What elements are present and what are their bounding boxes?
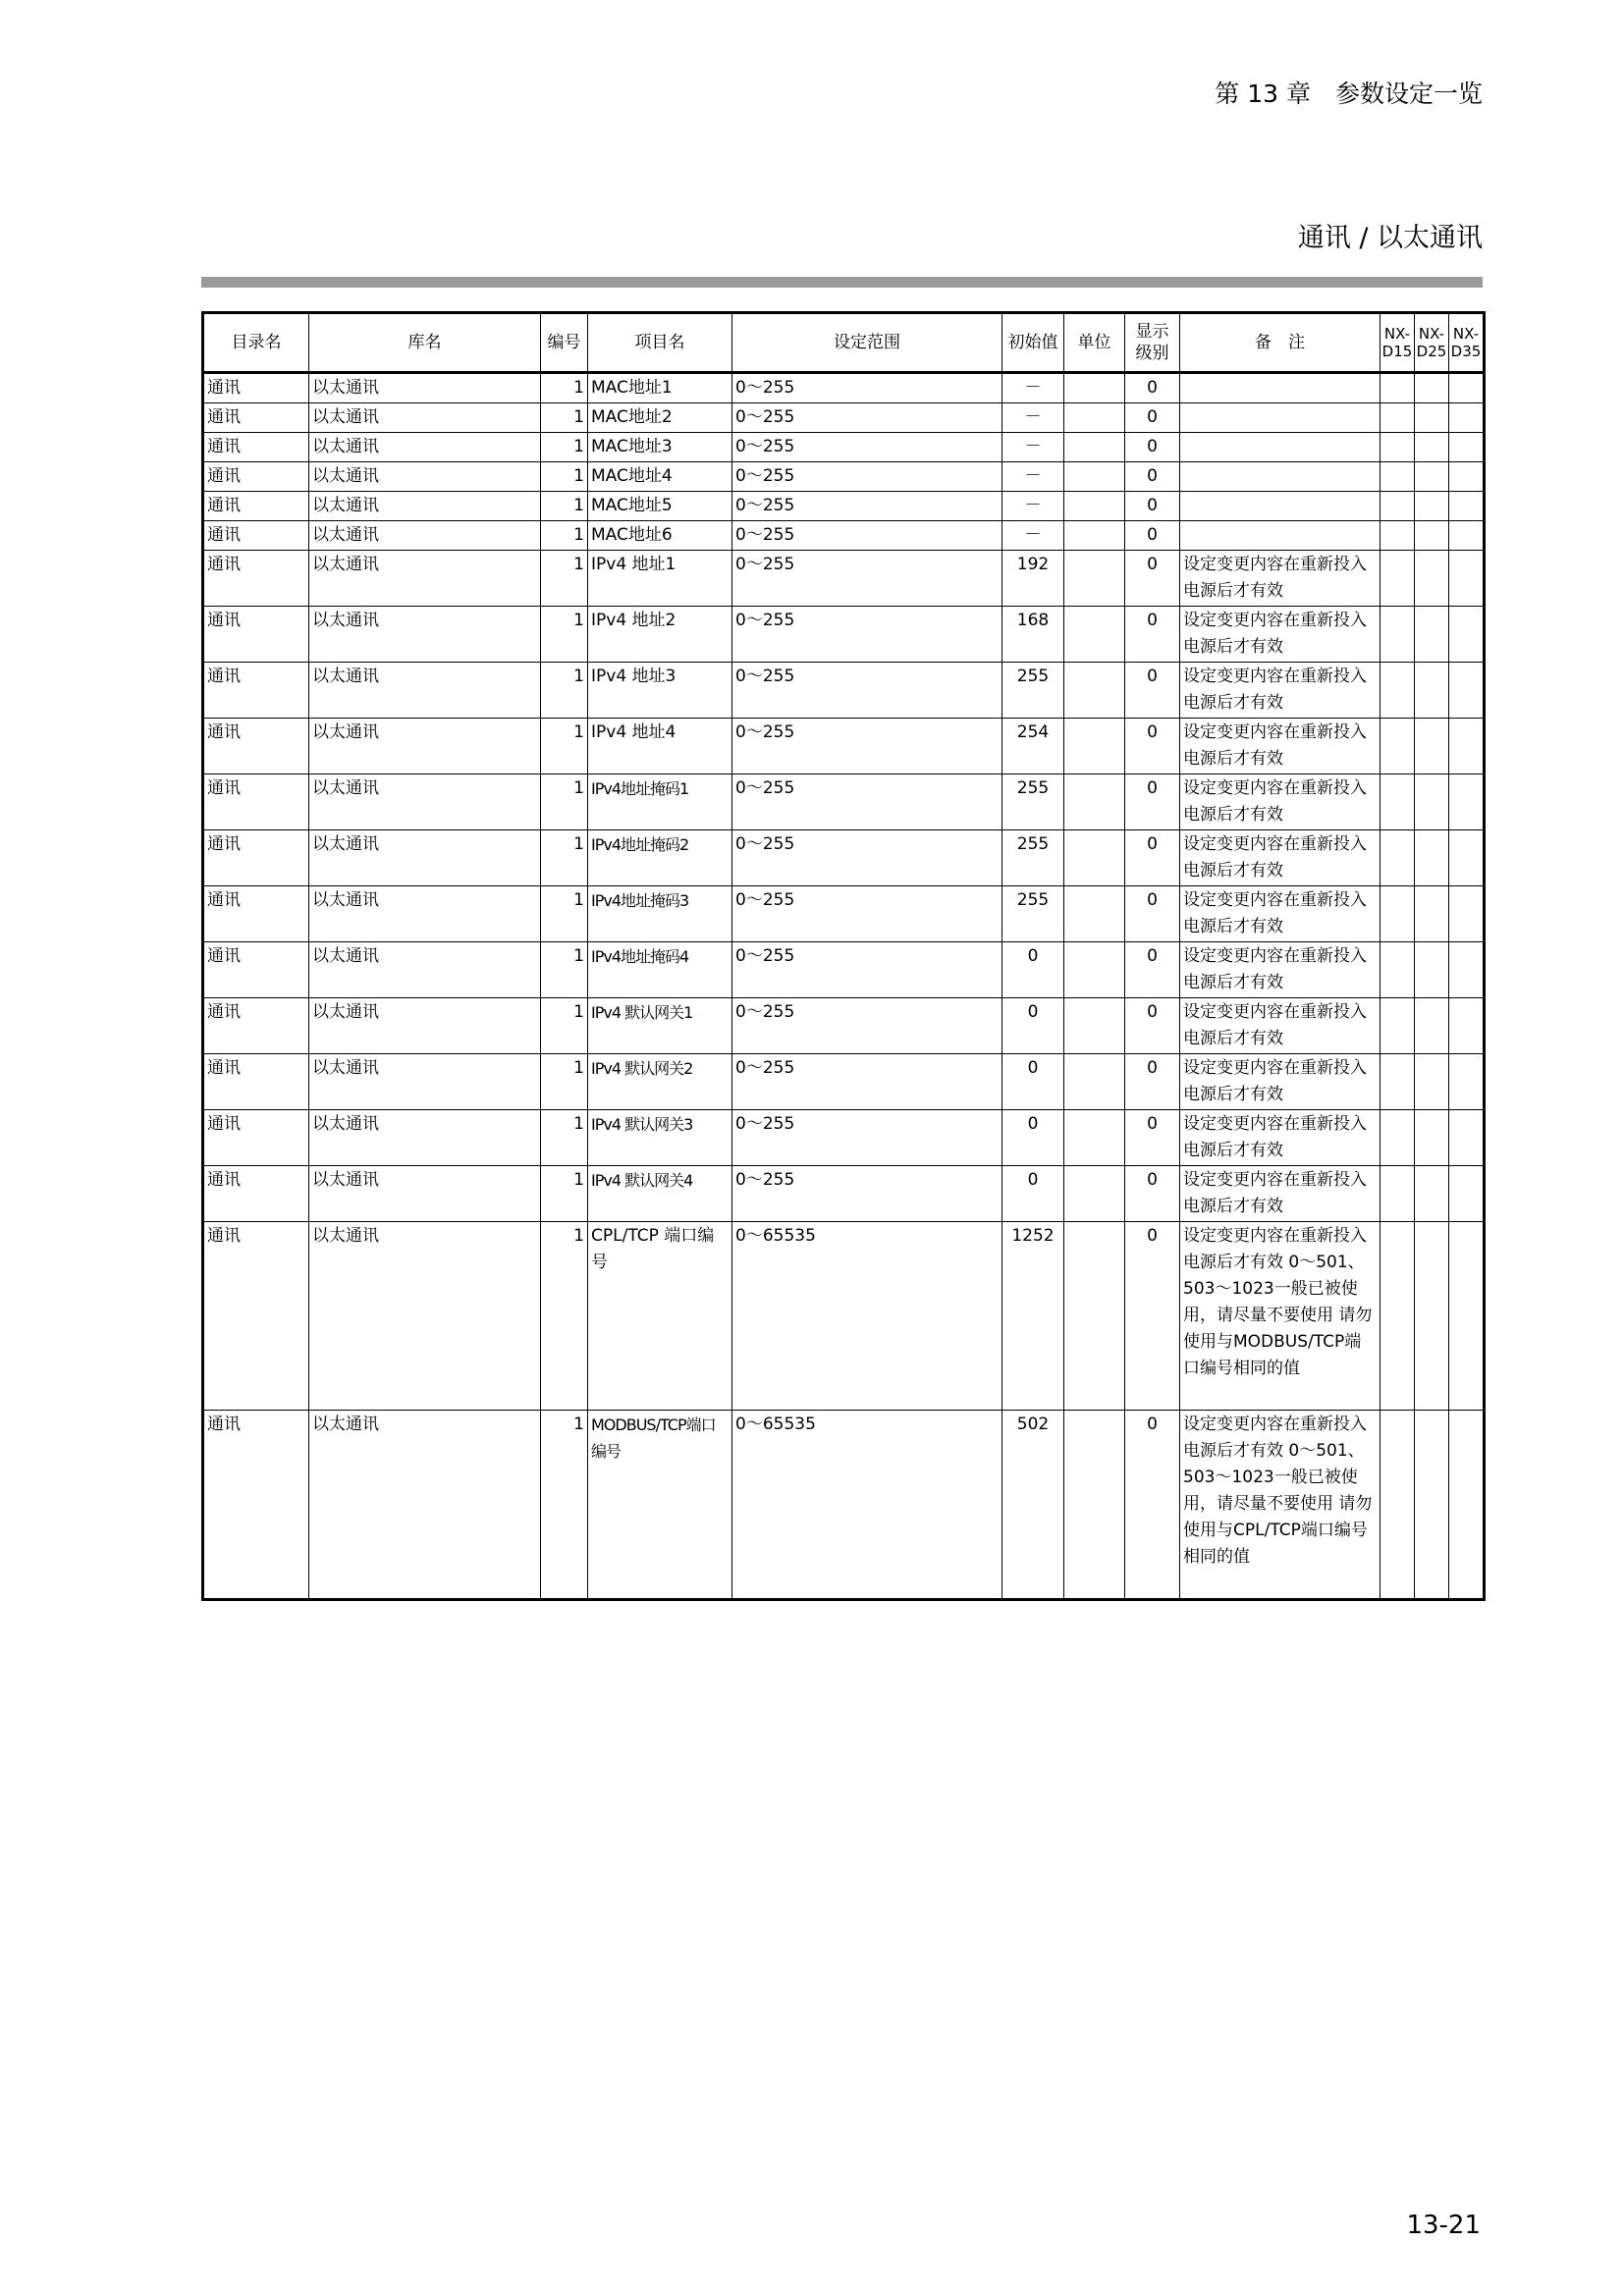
cell-initial: 0 (1002, 1110, 1064, 1166)
cell-level: 0 (1125, 1166, 1180, 1222)
table-row (203, 1411, 1485, 1600)
cell-nx-d35 (1449, 433, 1485, 462)
cell-remarks: 设定变更内容在重新投入电源后才有效 (1180, 607, 1380, 663)
cell-remarks (1180, 433, 1380, 462)
table-row (203, 492, 1485, 521)
cell-catalog: 通讯 (203, 774, 309, 830)
cell-remarks: 设定变更内容在重新投入电源后才有效 (1180, 830, 1380, 886)
cell-item: MAC地址4 (588, 462, 732, 492)
cell-initial: 0 (1002, 1166, 1064, 1222)
cell-library: 以太通讯 (309, 1411, 541, 1600)
cell-catalog: 通讯 (203, 373, 309, 403)
cell-nx-d15 (1380, 998, 1415, 1054)
cell-unit (1064, 830, 1125, 886)
cell-range: 0～65535 (732, 1411, 1002, 1600)
header-nx-d35-line2: D35 (1450, 343, 1482, 360)
cell-level: 0 (1125, 521, 1180, 551)
cell-nx-d35 (1449, 830, 1485, 886)
cell-range: 0～255 (732, 433, 1002, 462)
header-range: 设定范围 (732, 313, 1002, 373)
cell-nx-d15 (1380, 551, 1415, 607)
header-nx-d25-line1: NX- (1418, 325, 1445, 343)
cell-catalog: 通讯 (203, 830, 309, 886)
header-nx-d15-line2: D15 (1381, 343, 1413, 360)
cell-range: 0～255 (732, 663, 1002, 719)
cell-level: 0 (1125, 998, 1180, 1054)
cell-nx-d25 (1415, 373, 1449, 403)
cell-nx-d15 (1380, 1110, 1415, 1166)
cell-nx-d35 (1449, 492, 1485, 521)
cell-number: 1 (541, 886, 588, 942)
cell-library: 以太通讯 (309, 719, 541, 774)
table-row (203, 373, 1485, 403)
header-nx-d35 (1449, 313, 1485, 373)
cell-catalog: 通讯 (203, 492, 309, 521)
cell-initial: 168 (1002, 607, 1064, 663)
cell-initial: 502 (1002, 1411, 1064, 1600)
cell-catalog: 通讯 (203, 403, 309, 433)
header-catalog: 目录名 (203, 313, 309, 373)
cell-unit (1064, 1222, 1125, 1411)
cell-library: 以太通讯 (309, 492, 541, 521)
cell-nx-d25 (1415, 521, 1449, 551)
cell-nx-d15 (1380, 462, 1415, 492)
header-item: 项目名 (588, 313, 732, 373)
cell-nx-d25 (1415, 1166, 1449, 1222)
cell-unit (1064, 719, 1125, 774)
cell-library: 以太通讯 (309, 403, 541, 433)
cell-nx-d35 (1449, 551, 1485, 607)
cell-level: 0 (1125, 433, 1180, 462)
cell-level: 0 (1125, 462, 1180, 492)
cell-number: 1 (541, 521, 588, 551)
cell-nx-d15 (1380, 1166, 1415, 1222)
page-number: 13-21 (1406, 2211, 1481, 2240)
cell-range: 0～255 (732, 886, 1002, 942)
cell-number: 1 (541, 373, 588, 403)
cell-range: 0～255 (732, 1166, 1002, 1222)
cell-nx-d15 (1380, 1411, 1415, 1600)
cell-unit (1064, 521, 1125, 551)
cell-range: 0～255 (732, 998, 1002, 1054)
cell-level: 0 (1125, 774, 1180, 830)
header-nx-d25-line2: D25 (1416, 343, 1447, 360)
header-library: 库名 (309, 313, 541, 373)
cell-initial: － (1002, 433, 1064, 462)
table-header-row (203, 313, 1485, 373)
chapter-header: 第 13 章 参数设定一览 (1215, 80, 1483, 108)
table-row (203, 719, 1485, 774)
cell-remarks: 设定变更内容在重新投入电源后才有效 (1180, 998, 1380, 1054)
cell-number: 1 (541, 403, 588, 433)
cell-number: 1 (541, 719, 588, 774)
cell-library: 以太通讯 (309, 998, 541, 1054)
table-row (203, 521, 1485, 551)
cell-nx-d25 (1415, 1054, 1449, 1110)
cell-item: MAC地址2 (588, 403, 732, 433)
cell-remarks: 设定变更内容在重新投入电源后才有效 0～501、503～1023一般已被使用，请尽量不要使用 请勿使用与CPL/TCP端口编号相同的值 (1180, 1411, 1380, 1600)
cell-catalog: 通讯 (203, 433, 309, 462)
cell-unit (1064, 462, 1125, 492)
cell-nx-d35 (1449, 663, 1485, 719)
cell-item: IPv4 默认网关2 (588, 1054, 732, 1110)
table-row (203, 942, 1485, 998)
cell-initial: 192 (1002, 551, 1064, 607)
cell-remarks (1180, 373, 1380, 403)
header-initial: 初始值 (1002, 313, 1064, 373)
cell-level: 0 (1125, 551, 1180, 607)
cell-range: 0～255 (732, 403, 1002, 433)
cell-unit (1064, 1411, 1125, 1600)
cell-nx-d25 (1415, 1222, 1449, 1411)
cell-item: MAC地址5 (588, 492, 732, 521)
cell-item: MAC地址1 (588, 373, 732, 403)
parameter-table (201, 311, 1486, 1601)
cell-initial: － (1002, 462, 1064, 492)
cell-library: 以太通讯 (309, 462, 541, 492)
cell-nx-d15 (1380, 830, 1415, 886)
cell-nx-d35 (1449, 373, 1485, 403)
header-nx-d15-line1: NX- (1383, 325, 1411, 343)
cell-item: IPv4 地址4 (588, 719, 732, 774)
table-row (203, 433, 1485, 462)
cell-catalog: 通讯 (203, 942, 309, 998)
table-row (203, 886, 1485, 942)
cell-nx-d25 (1415, 551, 1449, 607)
cell-nx-d35 (1449, 998, 1485, 1054)
header-display-level-line2: 级别 (1135, 344, 1169, 363)
cell-initial: 0 (1002, 998, 1064, 1054)
cell-item: MODBUS/TCP端口编号 (588, 1411, 732, 1600)
cell-remarks (1180, 521, 1380, 551)
cell-nx-d15 (1380, 403, 1415, 433)
cell-range: 0～255 (732, 607, 1002, 663)
cell-catalog: 通讯 (203, 886, 309, 942)
cell-unit (1064, 1166, 1125, 1222)
cell-number: 1 (541, 607, 588, 663)
cell-nx-d35 (1449, 521, 1485, 551)
cell-catalog: 通讯 (203, 1222, 309, 1411)
cell-item: IPv4地址掩码4 (588, 942, 732, 998)
cell-library: 以太通讯 (309, 521, 541, 551)
header-nx-d25 (1415, 313, 1449, 373)
cell-item: IPv4地址掩码2 (588, 830, 732, 886)
header-remarks: 备 注 (1180, 313, 1380, 373)
cell-initial: 254 (1002, 719, 1064, 774)
cell-nx-d25 (1415, 998, 1449, 1054)
cell-number: 1 (541, 462, 588, 492)
cell-nx-d15 (1380, 492, 1415, 521)
cell-nx-d35 (1449, 462, 1485, 492)
cell-level: 0 (1125, 886, 1180, 942)
table-row (203, 462, 1485, 492)
cell-initial: 255 (1002, 774, 1064, 830)
cell-nx-d25 (1415, 433, 1449, 462)
cell-unit (1064, 607, 1125, 663)
table-row (203, 1110, 1485, 1166)
cell-level: 0 (1125, 373, 1180, 403)
cell-nx-d15 (1380, 521, 1415, 551)
cell-nx-d15 (1380, 433, 1415, 462)
cell-item: IPv4地址掩码1 (588, 774, 732, 830)
cell-level: 0 (1125, 492, 1180, 521)
cell-nx-d35 (1449, 403, 1485, 433)
cell-number: 1 (541, 830, 588, 886)
cell-level: 0 (1125, 942, 1180, 998)
cell-nx-d25 (1415, 830, 1449, 886)
header-display-level-line1: 显示 (1135, 322, 1169, 342)
cell-nx-d35 (1449, 942, 1485, 998)
cell-nx-d15 (1380, 373, 1415, 403)
table-row (203, 607, 1485, 663)
cell-unit (1064, 1110, 1125, 1166)
cell-range: 0～255 (732, 521, 1002, 551)
cell-unit (1064, 1054, 1125, 1110)
cell-remarks: 设定变更内容在重新投入电源后才有效 (1180, 886, 1380, 942)
cell-nx-d15 (1380, 886, 1415, 942)
cell-unit (1064, 774, 1125, 830)
cell-nx-d35 (1449, 607, 1485, 663)
cell-library: 以太通讯 (309, 433, 541, 462)
table-row (203, 403, 1485, 433)
cell-range: 0～255 (732, 719, 1002, 774)
cell-level: 0 (1125, 1411, 1180, 1600)
cell-initial: － (1002, 492, 1064, 521)
cell-catalog: 通讯 (203, 521, 309, 551)
cell-range: 0～255 (732, 942, 1002, 998)
cell-initial: 255 (1002, 830, 1064, 886)
cell-catalog: 通讯 (203, 607, 309, 663)
cell-number: 1 (541, 942, 588, 998)
cell-initial: － (1002, 521, 1064, 551)
table-row (203, 998, 1485, 1054)
cell-library: 以太通讯 (309, 663, 541, 719)
cell-remarks: 设定变更内容在重新投入电源后才有效 (1180, 1110, 1380, 1166)
cell-unit (1064, 663, 1125, 719)
cell-number: 1 (541, 1411, 588, 1600)
cell-library: 以太通讯 (309, 1054, 541, 1110)
table-row (203, 1166, 1485, 1222)
cell-item: IPv4 地址2 (588, 607, 732, 663)
cell-nx-d15 (1380, 942, 1415, 998)
cell-initial: － (1002, 373, 1064, 403)
cell-nx-d25 (1415, 942, 1449, 998)
cell-library: 以太通讯 (309, 1110, 541, 1166)
cell-unit (1064, 433, 1125, 462)
cell-number: 1 (541, 433, 588, 462)
cell-number: 1 (541, 998, 588, 1054)
cell-unit (1064, 998, 1125, 1054)
cell-nx-d25 (1415, 719, 1449, 774)
cell-range: 0～65535 (732, 1222, 1002, 1411)
cell-remarks: 设定变更内容在重新投入电源后才有效 (1180, 663, 1380, 719)
cell-unit (1064, 551, 1125, 607)
cell-nx-d25 (1415, 774, 1449, 830)
cell-nx-d25 (1415, 1110, 1449, 1166)
cell-number: 1 (541, 551, 588, 607)
cell-unit (1064, 373, 1125, 403)
cell-item: IPv4 默认网关3 (588, 1110, 732, 1166)
header-number: 编号 (541, 313, 588, 373)
cell-library: 以太通讯 (309, 830, 541, 886)
table-row (203, 1054, 1485, 1110)
cell-remarks: 设定变更内容在重新投入电源后才有效 (1180, 942, 1380, 998)
cell-nx-d35 (1449, 1166, 1485, 1222)
cell-library: 以太通讯 (309, 1222, 541, 1411)
cell-unit (1064, 492, 1125, 521)
title-rule (201, 277, 1483, 288)
cell-item: IPv4地址掩码3 (588, 886, 732, 942)
cell-item: CPL/TCP 端口编号 (588, 1222, 732, 1411)
cell-nx-d15 (1380, 607, 1415, 663)
header-display-level (1125, 313, 1180, 373)
cell-remarks: 设定变更内容在重新投入电源后才有效 (1180, 774, 1380, 830)
cell-item: IPv4 默认网关1 (588, 998, 732, 1054)
cell-range: 0～255 (732, 774, 1002, 830)
cell-level: 0 (1125, 1110, 1180, 1166)
cell-number: 1 (541, 774, 588, 830)
cell-catalog: 通讯 (203, 1166, 309, 1222)
cell-level: 0 (1125, 1054, 1180, 1110)
cell-nx-d25 (1415, 663, 1449, 719)
cell-nx-d35 (1449, 1411, 1485, 1600)
section-title: 通讯 / 以太通讯 (1297, 223, 1483, 253)
cell-nx-d35 (1449, 886, 1485, 942)
cell-nx-d15 (1380, 1222, 1415, 1411)
cell-nx-d35 (1449, 1110, 1485, 1166)
cell-level: 0 (1125, 1222, 1180, 1411)
table-row (203, 774, 1485, 830)
header-nx-d35-line1: NX- (1452, 325, 1480, 343)
cell-catalog: 通讯 (203, 1054, 309, 1110)
cell-nx-d25 (1415, 403, 1449, 433)
cell-library: 以太通讯 (309, 607, 541, 663)
cell-number: 1 (541, 1166, 588, 1222)
cell-item: MAC地址3 (588, 433, 732, 462)
table-row (203, 1222, 1485, 1411)
cell-remarks: 设定变更内容在重新投入电源后才有效 (1180, 1054, 1380, 1110)
cell-nx-d25 (1415, 492, 1449, 521)
cell-library: 以太通讯 (309, 373, 541, 403)
cell-nx-d15 (1380, 663, 1415, 719)
cell-remarks (1180, 492, 1380, 521)
cell-item: IPv4 地址1 (588, 551, 732, 607)
cell-level: 0 (1125, 607, 1180, 663)
cell-range: 0～255 (732, 373, 1002, 403)
cell-range: 0～255 (732, 830, 1002, 886)
cell-number: 1 (541, 663, 588, 719)
cell-nx-d35 (1449, 1222, 1485, 1411)
cell-unit (1064, 942, 1125, 998)
cell-nx-d25 (1415, 462, 1449, 492)
table-row (203, 663, 1485, 719)
cell-catalog: 通讯 (203, 1110, 309, 1166)
header-nx-d15 (1380, 313, 1415, 373)
cell-number: 1 (541, 492, 588, 521)
cell-catalog: 通讯 (203, 551, 309, 607)
cell-level: 0 (1125, 663, 1180, 719)
cell-level: 0 (1125, 719, 1180, 774)
cell-nx-d25 (1415, 607, 1449, 663)
cell-number: 1 (541, 1110, 588, 1166)
cell-nx-d15 (1380, 1054, 1415, 1110)
table-row (203, 830, 1485, 886)
cell-range: 0～255 (732, 1110, 1002, 1166)
cell-nx-d15 (1380, 719, 1415, 774)
cell-range: 0～255 (732, 462, 1002, 492)
cell-initial: 1252 (1002, 1222, 1064, 1411)
cell-item: MAC地址6 (588, 521, 732, 551)
cell-nx-d15 (1380, 774, 1415, 830)
cell-initial: 0 (1002, 1054, 1064, 1110)
cell-item: IPv4 地址3 (588, 663, 732, 719)
cell-unit (1064, 886, 1125, 942)
cell-catalog: 通讯 (203, 998, 309, 1054)
cell-nx-d35 (1449, 1054, 1485, 1110)
cell-remarks: 设定变更内容在重新投入电源后才有效 (1180, 1166, 1380, 1222)
cell-catalog: 通讯 (203, 462, 309, 492)
cell-range: 0～255 (732, 492, 1002, 521)
cell-nx-d25 (1415, 1411, 1449, 1600)
cell-remarks (1180, 462, 1380, 492)
cell-initial: 255 (1002, 886, 1064, 942)
cell-range: 0～255 (732, 551, 1002, 607)
cell-nx-d35 (1449, 774, 1485, 830)
table-row (203, 551, 1485, 607)
cell-nx-d35 (1449, 719, 1485, 774)
cell-initial: 0 (1002, 942, 1064, 998)
cell-catalog: 通讯 (203, 1411, 309, 1600)
cell-library: 以太通讯 (309, 942, 541, 998)
cell-initial: － (1002, 403, 1064, 433)
cell-number: 1 (541, 1054, 588, 1110)
cell-number: 1 (541, 1222, 588, 1411)
cell-unit (1064, 403, 1125, 433)
cell-level: 0 (1125, 830, 1180, 886)
cell-level: 0 (1125, 403, 1180, 433)
cell-range: 0～255 (732, 1054, 1002, 1110)
cell-library: 以太通讯 (309, 774, 541, 830)
cell-initial: 255 (1002, 663, 1064, 719)
cell-catalog: 通讯 (203, 719, 309, 774)
cell-remarks: 设定变更内容在重新投入电源后才有效 (1180, 719, 1380, 774)
cell-remarks (1180, 403, 1380, 433)
cell-remarks: 设定变更内容在重新投入电源后才有效 0～501、503～1023一般已被使用，请尽量不要使用 请勿使用与MODBUS/TCP端口编号相同的值 (1180, 1222, 1380, 1411)
cell-remarks: 设定变更内容在重新投入电源后才有效 (1180, 551, 1380, 607)
header-unit: 单位 (1064, 313, 1125, 373)
cell-library: 以太通讯 (309, 1166, 541, 1222)
cell-library: 以太通讯 (309, 551, 541, 607)
cell-item: IPv4 默认网关4 (588, 1166, 732, 1222)
cell-catalog: 通讯 (203, 663, 309, 719)
cell-nx-d25 (1415, 886, 1449, 942)
cell-library: 以太通讯 (309, 886, 541, 942)
